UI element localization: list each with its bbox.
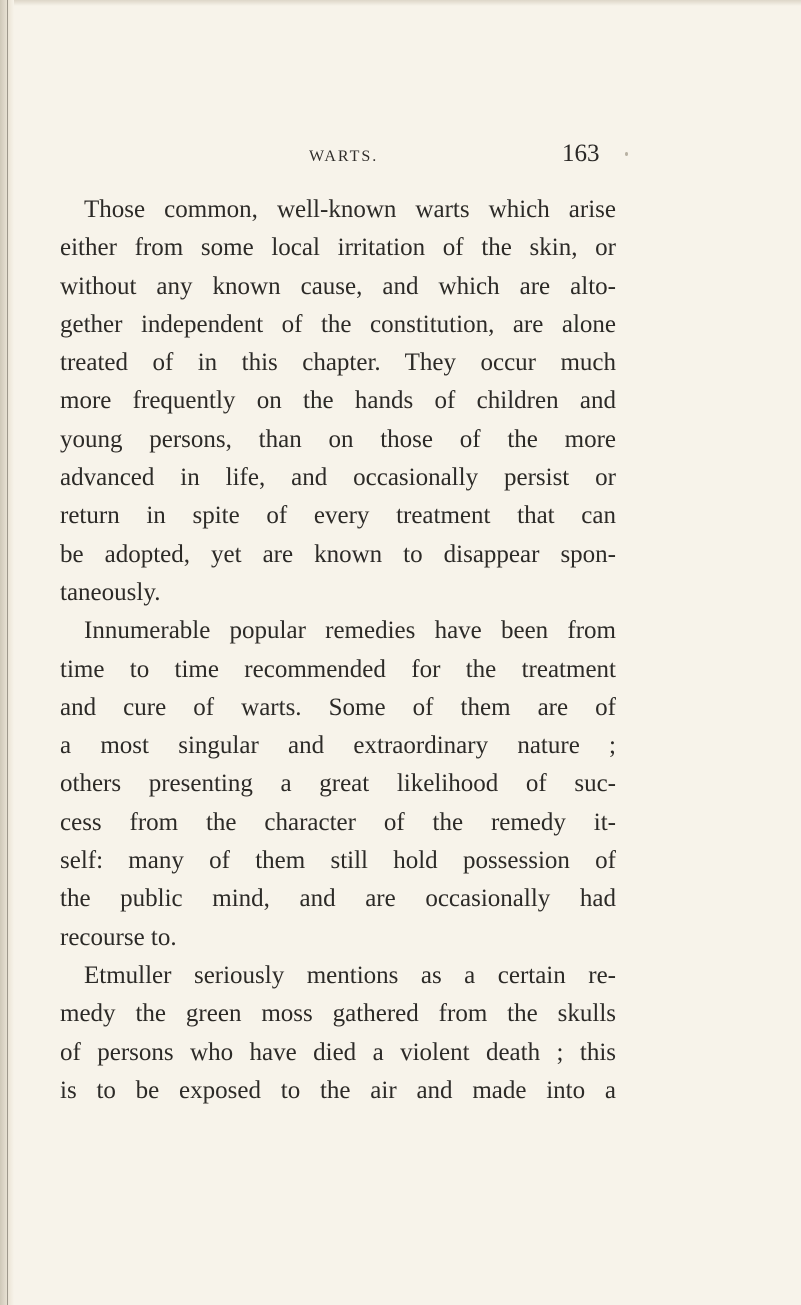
text-line: treated of in this chapter. They occur much	[60, 349, 616, 377]
page-header	[0, 138, 801, 178]
text-line: medy the green moss gathered from the skulls	[60, 1000, 616, 1028]
text-line: taneously.	[60, 578, 161, 606]
text-line: self: many of them still hold possession of	[60, 847, 616, 875]
text-line: and cure of warts. Some of them are of	[60, 693, 616, 721]
body-text	[60, 191, 616, 1110]
text-line: without any known cause, and which are alto-	[60, 272, 616, 300]
text-line: young persons, than on those of the more	[60, 425, 616, 453]
text-line: recourse to.	[60, 923, 177, 951]
running-head: WARTS.	[309, 148, 379, 165]
text-line: Those common, well-known warts which arise	[84, 196, 616, 223]
text-line: more frequently on the hands of children and	[60, 387, 616, 415]
text-line: advanced in life, and occasionally persist or	[60, 464, 616, 492]
text-line: gether independent of the constitution, are alone	[60, 310, 616, 338]
text-line: be adopted, yet are known to disappear spon-	[60, 540, 616, 568]
text-line: of persons who have died a violent death ; this	[60, 1038, 616, 1066]
page-number: 163	[562, 140, 600, 167]
binding-line	[7, 0, 8, 1305]
paper-speck	[625, 152, 628, 156]
text-line: either from some local irritation of the skin, or	[60, 234, 616, 262]
page-top-edge	[0, 0, 801, 6]
text-line: cess from the character of the remedy it-	[60, 808, 616, 836]
text-line: Etmuller seriously mentions as a certain re-	[84, 961, 616, 989]
text-line: others presenting a great likelihood of suc-	[60, 770, 616, 798]
text-line: return in spite of every treatment that can	[60, 502, 616, 530]
text-line: a most singular and extraordinary nature ;	[60, 732, 616, 760]
text-line: Innumerable popular remedies have been from	[84, 617, 616, 645]
text-line: the public mind, and are occasionally had	[60, 885, 616, 913]
text-line: is to be exposed to the air and made into a	[60, 1076, 616, 1104]
text-line: time to time recommended for the treatment	[60, 655, 616, 683]
